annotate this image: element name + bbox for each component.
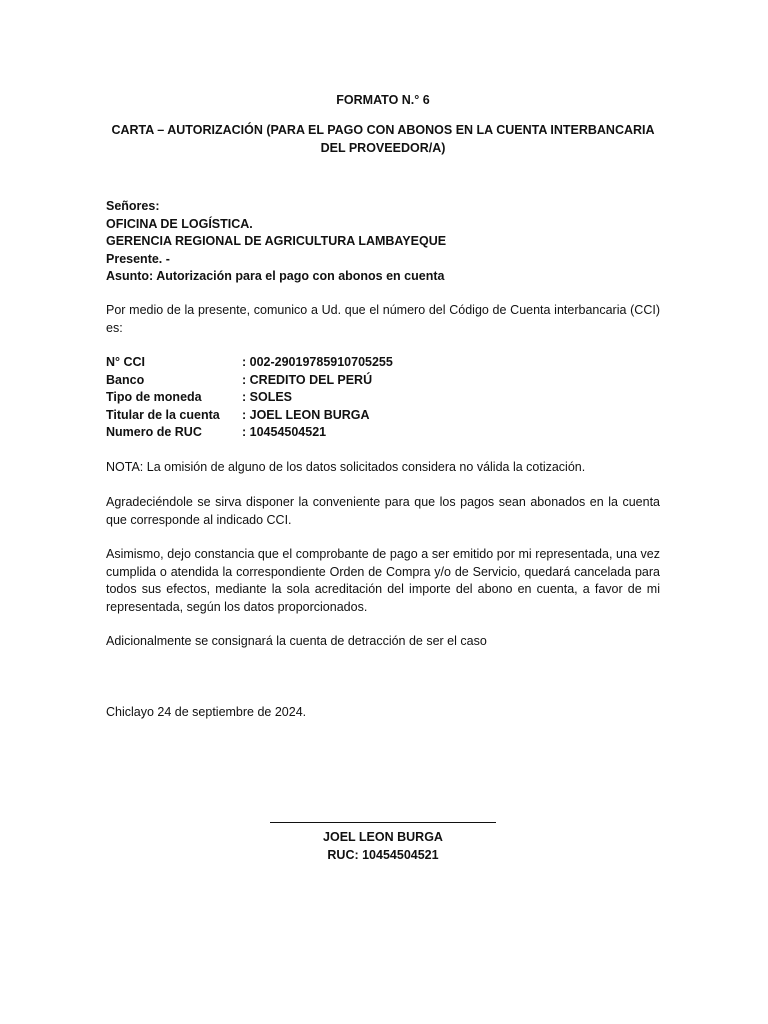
statement-paragraph: Asimismo, dejo constancia que el comprobante de pago a ser emitido por mi representada, una vez cumplida o atendida la correspondiente Orden de Compra y/o de Servicio, quedará cancelada para todos sus efectos, mediante la sola acreditación del importe del abono en cuenta, a favor de mi representada, según los datos proporcionados.: [106, 547, 660, 614]
detail-value: : JOEL LEON BURGA: [242, 407, 370, 422]
detail-row-bank: [106, 372, 660, 390]
detail-value: : 002-29019785910705255: [242, 355, 393, 369]
detail-label: Numero de RUC: [106, 425, 202, 440]
intro-paragraph: Por medio de la presente, comunico a Ud. que el número del Código de Cuenta interbancaria (CCI) es:: [106, 303, 660, 335]
document-subtitle: CARTA – AUTORIZACIÓN (PARA EL PAGO CON ABONOS EN LA CUENTA INTERBANCARIA DEL PROVEEDOR/A): [111, 123, 655, 155]
detail-label: N° CCI: [106, 355, 146, 369]
signature-line: [270, 822, 496, 823]
detail-value: : 10454504521: [242, 425, 327, 440]
detail-label: Banco: [106, 372, 145, 387]
detail-row-ruc: [106, 424, 660, 442]
salutation: Señores:: [106, 199, 160, 213]
thanks-paragraph: Agradeciéndole se sirva disponer la conveniente para que los pagos sean abonados en la cuenta que corresponde al indicado CCI.: [106, 495, 660, 527]
signature-block: [106, 822, 660, 864]
presente-line: Presente. -: [106, 251, 170, 266]
detail-value: : CREDITO DEL PERÚ: [242, 372, 373, 387]
detail-label: Titular de la cuenta: [106, 407, 220, 422]
detail-row-currency: [106, 389, 660, 407]
addressee-block: [106, 198, 660, 286]
organization-name: GERENCIA REGIONAL DE AGRICULTURA LAMBAYEQUE: [106, 234, 447, 249]
document-title: FORMATO N.° 6: [336, 93, 430, 107]
subject-line: Asunto: Autorización para el pago con abonos en cuenta: [106, 269, 445, 284]
office-name: OFICINA DE LOGÍSTICA.: [106, 216, 253, 231]
signer-name: JOEL LEON BURGA: [323, 830, 443, 844]
detail-row-holder: [106, 407, 660, 425]
additional-paragraph: Adicionalmente se consignará la cuenta de detracción de ser el caso: [106, 634, 487, 648]
account-details: [106, 354, 660, 442]
date-line: Chiclayo 24 de septiembre de 2024.: [106, 705, 307, 719]
detail-label: Tipo de moneda: [106, 390, 202, 405]
signer-ruc: RUC: 10454504521: [327, 847, 439, 862]
detail-value: : SOLES: [242, 390, 293, 405]
detail-row-cci: [106, 354, 660, 372]
note-paragraph: NOTA: La omisión de alguno de los datos solicitados considera no válida la cotización.: [106, 460, 586, 474]
